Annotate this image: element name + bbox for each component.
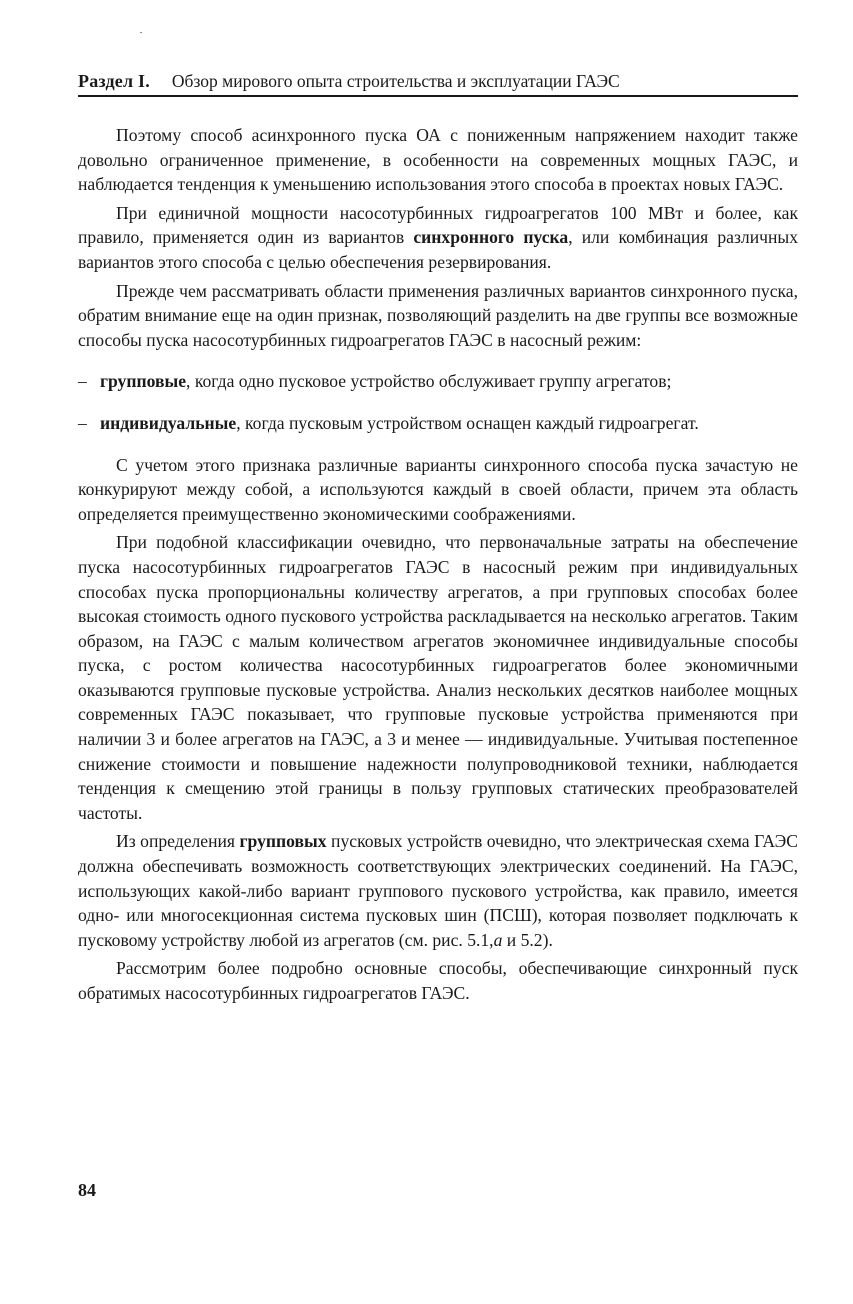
paragraph-2: [78, 201, 798, 275]
scan-speck: [140, 32, 142, 33]
paragraph-1: Поэтому способ асинхронного пуска ОА с пониженным напряжением находит также довольно ограниченное применение, в особенности на современных мощных ГАЭС, и наблюдается тенденция к уменьшению использования этого способа в проектах новых ГАЭС.: [78, 125, 798, 195]
list-item-group: [78, 369, 798, 394]
list-item-text: , когда одно пусковое устройство обслуживает группу агрегатов;: [186, 371, 672, 392]
paragraph-3: Прежде чем рассматривать области применения различных вариантов синхронного пуска, обратим внимание еще на один признак, позволяющий разделить на две группы все возможные способы пуска насосотурбинных гидроагрегатов ГАЭС в насосный режим:: [78, 280, 798, 350]
paragraph-5: При подобной классификации очевидно, что первоначальные затраты на обеспечение пуска насосотурбинных гидроагрегатов ГАЭС в насосный режим при индивидуальных способах пуска пропорциональны количеству агрегатов, а при групповых способах более высокая стоимость одного пускового устройства раскладывается на несколько агрегатов. Таким образом, на ГАЭС с малым количеством агрегатов экономичнее индивидуальные способы пуска, с ростом количества насосотурбинных гидроагрегатов более экономичными оказываются групповые пусковые устройства. Анализ нескольких десятков наиболее мощных современных ГАЭС показывает, что групповые пусковые устройства применяются при наличии 3 и более агрегатов на ГАЭС, а 3 и менее — индивидуальные. Учитывая постепенное снижение стоимости и повышение надежности полупроводниковой техники, наблюдается тенденция к смещению этой границы в пользу групповых статических преобразователей частоты.: [78, 532, 798, 823]
dash-bullet: –: [78, 371, 87, 392]
paragraph-2-text-b: , или комбинация различных вариантов этого способа с целью обеспечения резервирования.: [78, 227, 798, 272]
book-page: [78, 70, 798, 1006]
term-group-devices: групповых: [239, 831, 327, 852]
paragraph-6-text-a: Из определения: [116, 831, 240, 852]
start-methods-list: [78, 369, 798, 435]
paragraph-6-text-c: и 5.2).: [502, 929, 553, 950]
paragraph-2-text-a: При единичной мощности насосотурбинных гидроагрегатов 100 МВт и более, как правило, применяется один из вариантов: [78, 202, 798, 248]
figure-ref-letter: а: [493, 929, 503, 950]
paragraph-7: Рассмотрим более подробно основные способы, обеспечивающие синхронный пуск обратимых насосотурбинных гидроагрегатов ГАЭС.: [78, 958, 798, 1003]
section-label: Раздел I.: [78, 71, 150, 91]
term-group: групповые: [100, 371, 187, 392]
list-item-text: , когда пусковым устройством оснащен каждый гидроагрегат.: [236, 412, 699, 433]
paragraph-6: [78, 829, 798, 952]
term-individual: индивидуальные: [100, 412, 237, 433]
paragraph-4: С учетом этого признака различные варианты синхронного способа пуска зачастую не конкурируют между собой, а используются каждый в своей области, причем эта область определяется преимущественно экономическими соображениями.: [78, 454, 798, 524]
running-header: [78, 70, 798, 97]
page-number: 84: [78, 1180, 96, 1200]
section-title: Обзор мирового опыта строительства и эксплуатации ГАЭС: [171, 71, 620, 91]
paragraph-6-text-b: пусковых устройств очевидно, что электрическая схема ГАЭС должна обеспечивать возможность соответствующих электрических соединений. На ГАЭС, использующих какой-либо вариант группового пускового устройства, как правило, имеется одно- или многосекционная система пусковых шин (ПСШ), которая позволяет подключать к пусковому устройству любой из агрегатов (см. рис. 5.1,: [78, 831, 798, 950]
body-text: [78, 123, 798, 1006]
list-item-individual: [78, 411, 798, 436]
dash-bullet: –: [78, 412, 87, 433]
term-synchronous-start: синхронного пуска: [413, 227, 569, 248]
